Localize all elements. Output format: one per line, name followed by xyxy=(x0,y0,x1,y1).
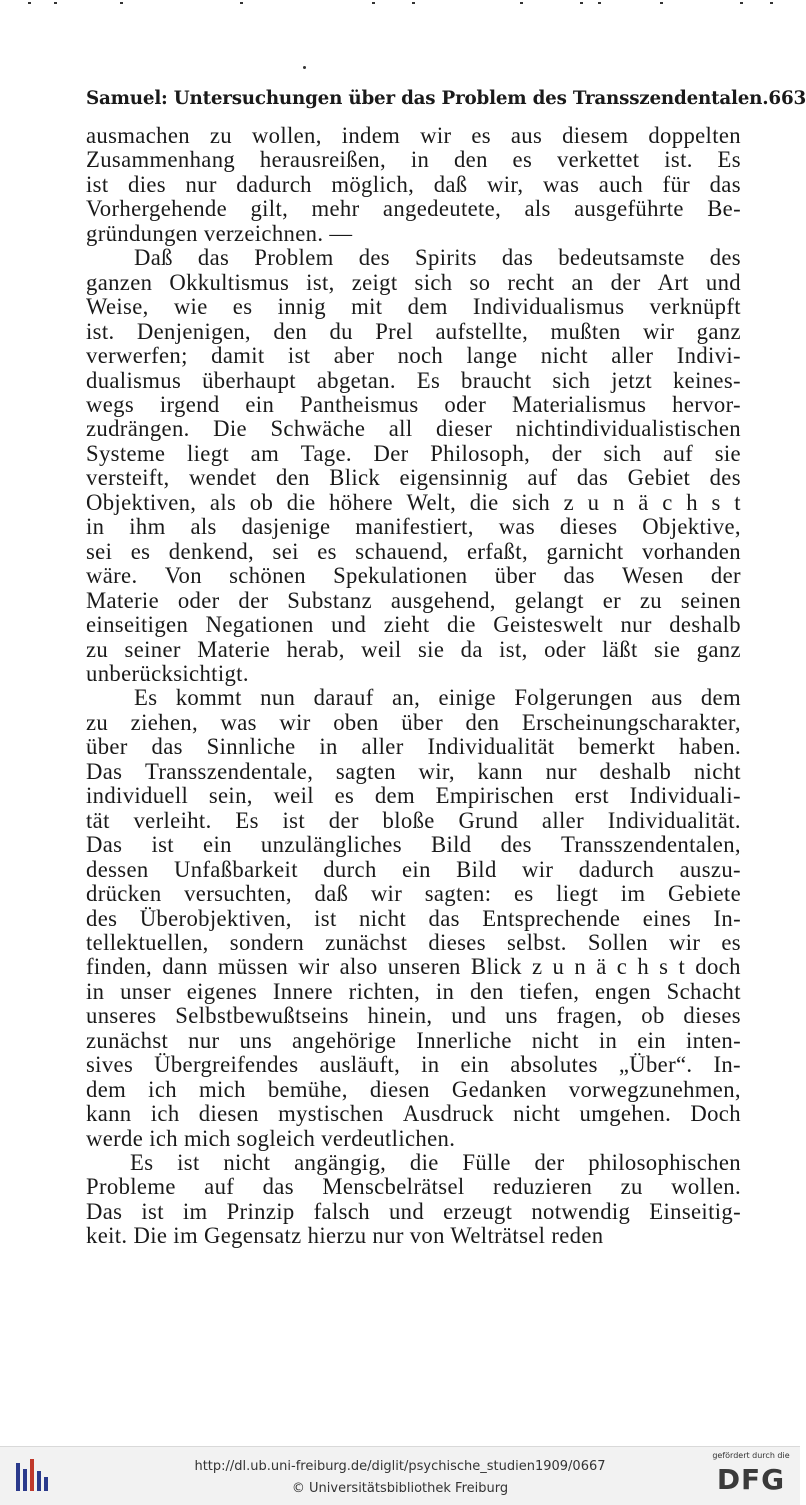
text-line: tellektuellen, sondern zunächst dieses selbst. Sollen wir es xyxy=(86,929,741,955)
dfg-logo xyxy=(712,1451,790,1503)
dfg-logo-text: DFG xyxy=(716,1463,786,1496)
text-line: sei es denkend, sei es schauend, erfaßt, garnicht vorhanden xyxy=(86,538,741,564)
page-number: 663 xyxy=(768,88,806,109)
text-line: wäre. Von schönen Spekulationen über das Wesen der xyxy=(86,563,741,589)
text-line: des Überobjektiven, ist nicht das Entsprechende eines In- xyxy=(86,905,741,931)
text-line: keit. Die im Gegensatz hierzu nur von Welträtsel reden xyxy=(86,1223,604,1249)
text-line: sives Übergreifendes ausläuft, in ein absolutes „Über“. In- xyxy=(86,1052,741,1078)
text-line: zu ziehen, was wir oben über den Erscheinungscharakter, xyxy=(86,709,741,735)
text-line: Zusammenhang herausreißen, in den es verkettet ist. Es xyxy=(86,147,741,173)
running-title: Samuel: Untersuchungen über das Problem des Transszendentalen. xyxy=(86,88,769,109)
text-line: in ihm als dasjenige manifestiert, was dieses Objektive, xyxy=(86,514,741,540)
text-line: Objektiven, als ob die höhere Welt, die sich z u n ä c h s t xyxy=(86,489,741,515)
text-line: Vorhergehende gilt, mehr angedeutete, als ausgeführte Be- xyxy=(86,196,741,222)
footer-bar xyxy=(0,1446,800,1505)
text-line: über das Sinnliche in aller Individualität bemerkt haben. xyxy=(86,734,741,760)
text-line: Probleme auf das Menscbelrätsel reduzieren zu wollen. xyxy=(86,1174,741,1200)
text-line: Das ist ein unzulängliches Bild des Transszendentalen, xyxy=(86,832,741,858)
dfg-caption: gefördert durch die xyxy=(712,1451,790,1460)
text-line: kann ich diesen mystischen Ausdruck nicht umgehen. Doch xyxy=(86,1101,741,1127)
footer-copyright: © Universitätsbibliothek Freiburg xyxy=(291,1481,509,1496)
text-line: zudrängen. Die Schwäche all dieser nichtindividualistischen xyxy=(86,416,741,442)
text-line: ist. Denjenigen, den du Prel aufstellte, mußten wir ganz xyxy=(86,318,741,344)
text-line: Weise, wie es innig mit dem Individualismus verknüpft xyxy=(86,294,741,320)
text-line: Materie oder der Substanz ausgehend, gelangt er zu seinen xyxy=(86,587,741,613)
text-line: finden, dann müssen wir also unseren Blick z u n ä c h s t doch xyxy=(86,954,741,980)
text-line: Es ist nicht angängig, die Fülle der philosophischen xyxy=(130,1150,741,1176)
text-line: in unser eigenes Innere richten, in den tiefen, engen Schacht xyxy=(86,978,741,1004)
text-line: wegs irgend ein Pantheismus oder Materialismus hervor- xyxy=(86,391,741,417)
text-line: zunächst nur uns angehörige Innerliche nicht in ein inten- xyxy=(86,1027,741,1053)
text-line: Das ist im Prinzip falsch und erzeugt notwendig Einseitig- xyxy=(86,1198,741,1224)
text-line: individuell sein, weil es dem Empirischen erst Individuali- xyxy=(86,783,741,809)
text-line: versteift, wendet den Blick eigensinnig auf das Gebiet des xyxy=(86,465,741,491)
text-line: einseitigen Negationen und zieht die Geisteswelt nur deshalb xyxy=(86,612,741,638)
page-body-text xyxy=(86,124,741,1249)
scan-dot xyxy=(303,66,306,69)
text-line: unseres Selbstbewußtseins hinein, und uns fragen, ob dieses xyxy=(86,1003,741,1029)
running-header xyxy=(86,88,806,116)
text-line: ist dies nur dadurch möglich, daß wir, was auch für das xyxy=(86,171,741,197)
text-line: Systeme liegt am Tage. Der Philosoph, der sich auf sie xyxy=(86,440,741,466)
text-line: dessen Unfaßbarkeit durch ein Bild wir dadurch auszu- xyxy=(86,856,741,882)
text-line: tät verleiht. Es ist der bloße Grund aller Individualität. xyxy=(86,807,741,833)
text-line: verwerfen; damit ist aber noch lange nicht aller Indivi- xyxy=(86,343,741,369)
text-line: ausmachen zu wollen, indem wir es aus diesem doppelten xyxy=(86,123,741,148)
text-line: gründungen verzeichnen. — xyxy=(86,220,353,246)
text-line: dualismus überhaupt abgetan. Es braucht sich jetzt keines- xyxy=(86,367,741,393)
text-line: Daß das Problem des Spirits das bedeutsamste des xyxy=(134,245,741,271)
text-line: unberücksichtigt. xyxy=(86,660,249,686)
text-line: Das Transszendentale, sagten wir, kann nur deshalb nicht xyxy=(86,758,741,784)
text-line: zu seiner Materie herab, weil sie da ist, oder läßt sie ganz xyxy=(86,636,741,662)
text-line: dem ich mich bemühe, diesen Gedanken vorwegzunehmen, xyxy=(86,1076,741,1102)
footer-url-link[interactable]: http://dl.ub.uni-freiburg.de/diglit/psychische_studien1909/0667 xyxy=(194,1459,606,1474)
text-line: werde ich mich sogleich verdeutlichen. xyxy=(86,1125,456,1151)
text-line: ganzen Okkultismus ist, zeigt sich so recht an der Art und xyxy=(86,269,741,295)
scan-artifacts xyxy=(0,0,800,20)
text-line: drücken versuchten, daß wir sagten: es liegt im Gebiete xyxy=(86,881,741,907)
text-line: Es kommt nun darauf an, einige Folgerungen aus dem xyxy=(134,685,741,711)
